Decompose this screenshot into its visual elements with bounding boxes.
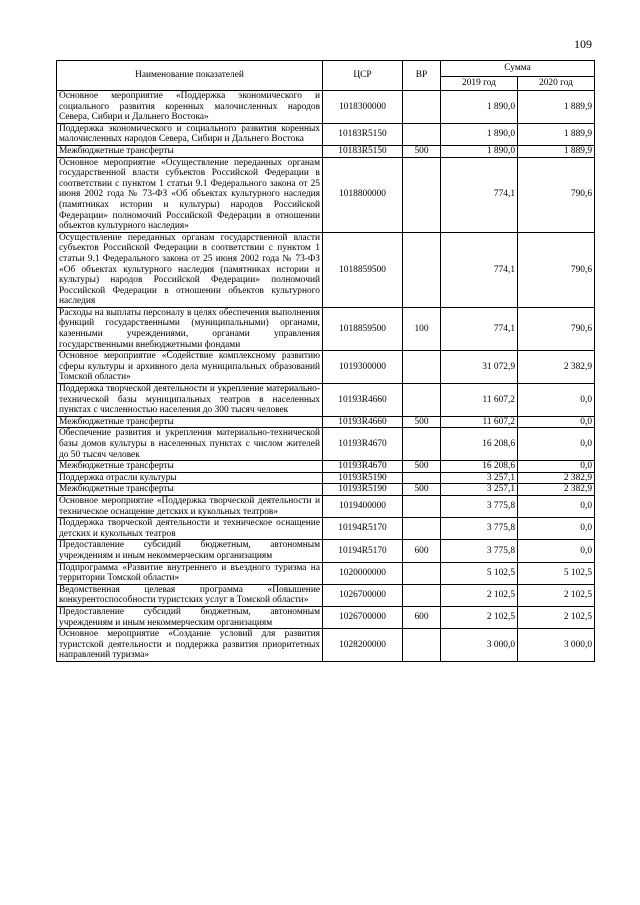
row-name-cell: Поддержка экономического и социального развития коренных малочисленных народов Севера, Сибири и Дальнего Востока xyxy=(57,123,323,145)
row-csr-cell: 1026700000 xyxy=(323,606,403,628)
header-year-2019: 2019 год xyxy=(441,77,518,91)
table-row xyxy=(57,145,595,157)
row-vr-cell xyxy=(403,157,441,232)
row-2019-cell: 3 257,1 xyxy=(441,472,518,484)
row-vr-cell xyxy=(403,232,441,307)
row-2019-cell: 5 102,5 xyxy=(441,562,518,584)
header-csr: ЦСР xyxy=(323,61,403,91)
table-row xyxy=(57,416,595,428)
row-2019-cell: 3 257,1 xyxy=(441,484,518,496)
row-name-cell: Подпрограмма «Развитие внутреннего и въездного туризма на территории Томской области» xyxy=(57,562,323,584)
row-vr-cell xyxy=(403,91,441,124)
row-vr-cell: 500 xyxy=(403,145,441,157)
row-vr-cell xyxy=(403,629,441,662)
table-row xyxy=(57,157,595,232)
row-vr-cell: 600 xyxy=(403,606,441,628)
page-number: 109 xyxy=(574,37,592,51)
row-name-cell: Основное мероприятие «Поддержка экономического и социального развития коренных малочисленных народов Севера, Сибири и Дальнего Востока» xyxy=(57,91,323,124)
table-header xyxy=(57,61,595,91)
row-name-cell: Основное мероприятие «Содействие комплексному развитию сферы культуры и архивного дела муниципальных образований Томской области» xyxy=(57,351,323,384)
row-2020-cell: 0,0 xyxy=(518,461,595,473)
row-vr-cell xyxy=(403,562,441,584)
row-csr-cell: 1019300000 xyxy=(323,351,403,384)
table-row xyxy=(57,123,595,145)
row-2020-cell: 2 102,5 xyxy=(518,584,595,606)
row-vr-cell xyxy=(403,428,441,461)
table-row xyxy=(57,428,595,461)
row-2020-cell: 790,6 xyxy=(518,307,595,350)
row-vr-cell: 100 xyxy=(403,307,441,350)
row-2020-cell: 0,0 xyxy=(518,428,595,461)
row-vr-cell xyxy=(403,584,441,606)
header-year-2020: 2020 год xyxy=(518,77,595,91)
row-name-cell: Поддержка творческой деятельности и техническое оснащение детских и кукольных театров xyxy=(57,518,323,540)
row-2020-cell: 3 000,0 xyxy=(518,629,595,662)
table-body xyxy=(57,91,595,662)
row-vr-cell xyxy=(403,123,441,145)
row-csr-cell: 1026700000 xyxy=(323,584,403,606)
row-csr-cell: 10194R5170 xyxy=(323,518,403,540)
row-2019-cell: 3 000,0 xyxy=(441,629,518,662)
row-2020-cell: 790,6 xyxy=(518,157,595,232)
table-row xyxy=(57,562,595,584)
row-2020-cell: 2 382,9 xyxy=(518,472,595,484)
row-2019-cell: 16 208,6 xyxy=(441,428,518,461)
row-2020-cell: 1 889,9 xyxy=(518,145,595,157)
row-2019-cell: 3 775,8 xyxy=(441,495,518,517)
row-csr-cell: 10194R5170 xyxy=(323,540,403,562)
table-row xyxy=(57,91,595,124)
row-name-cell: Основное мероприятие «Осуществление переданных органам государственной власти субъектов Российской Федерации в соответствии с пунктом 1 статьи 9.1 Федерального закона от 25 июня 2002 года № 73-ФЗ «Об объектах культурного наследия (памятниках истории и культуры) народов Российской Федерации» полномочий Российской Федерации в отношении объектов культурного наследия» xyxy=(57,157,323,232)
row-2020-cell: 0,0 xyxy=(518,540,595,562)
row-2019-cell: 2 102,5 xyxy=(441,584,518,606)
row-name-cell: Осуществление переданных органам государственной власти субъектов Российской Федерации в соответствии с пунктом 1 статьи 9.1 Федерального закона от 25 июня 2002 года № 73-ФЗ «Об объектах культурного наследия (памятниках истории и культуры) народов Российской Федерации» полномочий Российской Федерации в отношении объектов культурного наследия xyxy=(57,232,323,307)
row-name-cell: Обеспечение развития и укрепления материально-технической базы домов культуры в населенных пунктах с числом жителей до 50 тысяч человек xyxy=(57,428,323,461)
row-2019-cell: 31 072,9 xyxy=(441,351,518,384)
table-row xyxy=(57,484,595,496)
row-name-cell: Расходы на выплаты персоналу в целях обеспечения выполнения функций государственными (муниципальными) органами, казенными учреждениями, органами управления государственными внебюджетными фондами xyxy=(57,307,323,350)
budget-table xyxy=(56,60,595,662)
row-name-cell: Межбюджетные трансферты xyxy=(57,145,323,157)
row-2019-cell: 2 102,5 xyxy=(441,606,518,628)
row-vr-cell: 600 xyxy=(403,540,441,562)
row-csr-cell: 10193R5190 xyxy=(323,472,403,484)
row-2020-cell: 0,0 xyxy=(518,384,595,417)
row-csr-cell: 1018300000 xyxy=(323,91,403,124)
row-csr-cell: 1020000000 xyxy=(323,562,403,584)
row-vr-cell xyxy=(403,472,441,484)
row-csr-cell: 10193R4660 xyxy=(323,416,403,428)
row-2020-cell: 790,6 xyxy=(518,232,595,307)
row-csr-cell: 10193R4660 xyxy=(323,384,403,417)
row-csr-cell: 10183R5150 xyxy=(323,123,403,145)
table-row xyxy=(57,461,595,473)
row-csr-cell: 10193R4670 xyxy=(323,428,403,461)
row-name-cell: Межбюджетные трансферты xyxy=(57,461,323,473)
row-vr-cell xyxy=(403,351,441,384)
row-csr-cell: 1018859500 xyxy=(323,307,403,350)
row-name-cell: Межбюджетные трансферты xyxy=(57,484,323,496)
row-csr-cell: 10193R5190 xyxy=(323,484,403,496)
row-2019-cell: 11 607,2 xyxy=(441,384,518,417)
table-row xyxy=(57,540,595,562)
row-2020-cell: 0,0 xyxy=(518,518,595,540)
row-2020-cell: 0,0 xyxy=(518,495,595,517)
row-2019-cell: 3 775,8 xyxy=(441,518,518,540)
row-2020-cell: 2 382,9 xyxy=(518,351,595,384)
row-vr-cell xyxy=(403,384,441,417)
row-2020-cell: 2 382,9 xyxy=(518,484,595,496)
row-2019-cell: 774,1 xyxy=(441,232,518,307)
table-row xyxy=(57,232,595,307)
row-2020-cell: 1 889,9 xyxy=(518,91,595,124)
table-row xyxy=(57,351,595,384)
row-2020-cell: 0,0 xyxy=(518,416,595,428)
row-2019-cell: 11 607,2 xyxy=(441,416,518,428)
row-2020-cell: 5 102,5 xyxy=(518,562,595,584)
table-row xyxy=(57,606,595,628)
row-vr-cell: 500 xyxy=(403,484,441,496)
table-row xyxy=(57,472,595,484)
row-csr-cell: 1018800000 xyxy=(323,157,403,232)
row-2019-cell: 1 890,0 xyxy=(441,91,518,124)
row-csr-cell: 1028200000 xyxy=(323,629,403,662)
header-vr: ВР xyxy=(403,61,441,91)
header-name: Наименование показателей xyxy=(57,61,323,91)
row-csr-cell: 10183R5150 xyxy=(323,145,403,157)
row-vr-cell: 500 xyxy=(403,416,441,428)
row-2019-cell: 774,1 xyxy=(441,157,518,232)
row-csr-cell: 1018859500 xyxy=(323,232,403,307)
table-row xyxy=(57,518,595,540)
row-name-cell: Предоставление субсидий бюджетным, автономным учреждениям и иным некоммерческим организациям xyxy=(57,606,323,628)
row-name-cell: Основное мероприятие «Поддержка творческой деятельности и техническое оснащение детских и кукольных театров» xyxy=(57,495,323,517)
row-name-cell: Ведомственная целевая программа «Повышение конкурентоспособности туристских услуг в Томской области» xyxy=(57,584,323,606)
row-vr-cell xyxy=(403,495,441,517)
row-2020-cell: 1 889,9 xyxy=(518,123,595,145)
row-csr-cell: 1019400000 xyxy=(323,495,403,517)
table-row xyxy=(57,307,595,350)
row-name-cell: Поддержка отрасли культуры xyxy=(57,472,323,484)
row-vr-cell: 500 xyxy=(403,461,441,473)
row-2019-cell: 3 775,8 xyxy=(441,540,518,562)
row-name-cell: Поддержка творческой деятельности и укрепление материально-технической базы муниципальных театров в населенных пунктах с численностью населения до 300 тысяч человек xyxy=(57,384,323,417)
table-row xyxy=(57,584,595,606)
row-name-cell: Основное мероприятие «Создание условий для развития туристской деятельности и поддержка развития приоритетных направлений туризма» xyxy=(57,629,323,662)
row-2019-cell: 774,1 xyxy=(441,307,518,350)
row-name-cell: Межбюджетные трансферты xyxy=(57,416,323,428)
row-2019-cell: 1 890,0 xyxy=(441,145,518,157)
row-2019-cell: 1 890,0 xyxy=(441,123,518,145)
row-2019-cell: 16 208,6 xyxy=(441,461,518,473)
table-row xyxy=(57,384,595,417)
table-row xyxy=(57,629,595,662)
row-csr-cell: 10193R4670 xyxy=(323,461,403,473)
header-sum: Сумма xyxy=(441,61,595,77)
row-name-cell: Предоставление субсидий бюджетным, автономным учреждениям и иным некоммерческим организациям xyxy=(57,540,323,562)
row-vr-cell xyxy=(403,518,441,540)
table-row xyxy=(57,495,595,517)
row-2020-cell: 2 102,5 xyxy=(518,606,595,628)
